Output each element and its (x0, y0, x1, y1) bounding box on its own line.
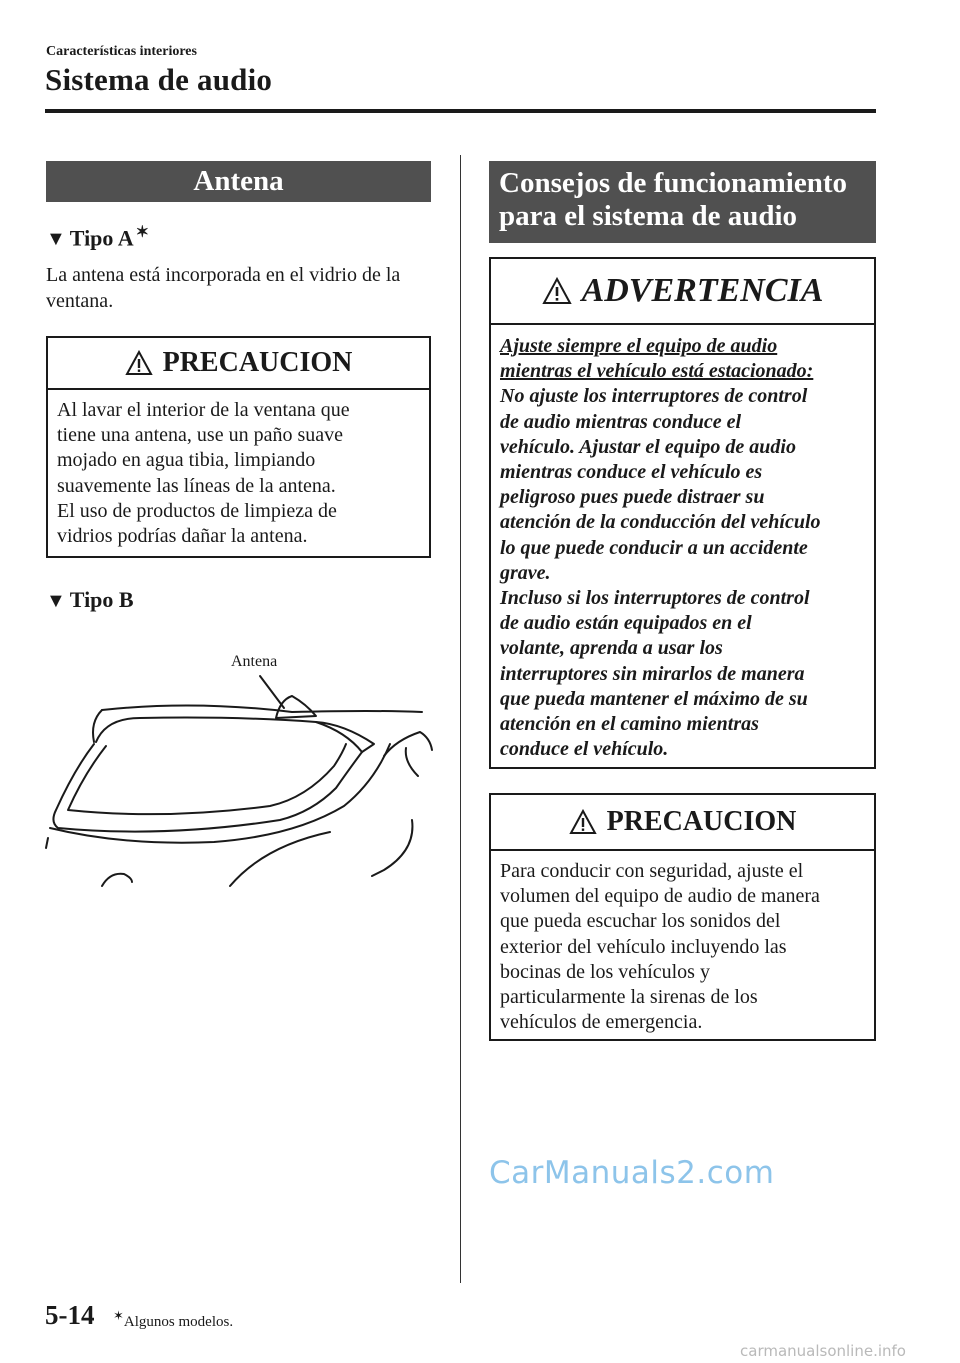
warning-underlined-line: Ajuste siempre el equipo de audio (500, 335, 778, 357)
page-title: Sistema de audio (45, 62, 273, 97)
page-number: 5-14 (45, 1300, 95, 1330)
warning-line: de audio están equipados en el (500, 612, 752, 635)
warning-triangle-icon (542, 277, 572, 305)
precaution-line: tiene una antena, use un paño suave (57, 424, 344, 447)
precaution-line: Para conducir con seguridad, ajuste el (500, 860, 804, 882)
warning-body (491, 325, 874, 770)
tips-heading-line: Consejos de funcionamiento (499, 167, 848, 199)
warning-triangle-icon (125, 350, 153, 376)
precaution-line: vehículos de emergencia. (500, 1011, 703, 1034)
warning-title: ADVERTENCIA (581, 272, 824, 309)
precaution-box-antena (46, 336, 431, 558)
precaution-line: suavemente las líneas de la antena. (57, 474, 336, 497)
precaution-line: vidrios podrías dañar la antena. (57, 525, 308, 548)
type-a-heading (46, 222, 149, 251)
precaution-line: mojado en agua tibia, limpiando (57, 449, 316, 472)
precaution-title: PRECAUCION (606, 806, 797, 837)
star-marker-icon: ✶ (135, 224, 150, 241)
precaution-box-audio (489, 793, 876, 1041)
warning-line: Incluso si los interruptores de control (500, 587, 810, 610)
precaution-title: PRECAUCION (162, 347, 353, 378)
warning-header (491, 259, 874, 325)
antena-heading: Antena (46, 161, 431, 202)
warning-underlined-line: mientras el vehículo está estacionado: (500, 360, 814, 383)
warning-line: volante, aprenda a usar los (500, 637, 723, 660)
watermark-carmanualsonline: carmanualsonline.info (740, 1342, 906, 1360)
warning-triangle-icon (569, 809, 597, 835)
rear-window-antenna-illustration (44, 670, 436, 895)
precaution-line: bocinas de los vehículos y (500, 960, 710, 983)
type-b-label: Tipo B (69, 587, 134, 612)
warning-line: conduce el vehículo. (500, 738, 669, 761)
warning-line: de audio mientras conduce el (500, 410, 742, 433)
warning-line: lo que puede conducir a un accidente (500, 536, 808, 559)
warning-box (489, 257, 876, 769)
warning-line: que pueda mantener el máximo de su (500, 687, 808, 710)
warning-line: mientras conduce el vehículo es (500, 461, 763, 484)
tips-heading (489, 161, 876, 243)
triangle-down-icon: ▼ (46, 228, 66, 251)
triangle-down-icon: ▼ (46, 590, 66, 612)
warning-line: No ajuste los interruptores de control (500, 385, 808, 408)
warning-line: grave. (500, 561, 551, 584)
section-label: Características interiores (46, 44, 197, 59)
star-marker-icon: ✶ (113, 1308, 124, 1323)
precaution-header (48, 338, 429, 390)
precaution-line: exterior del vehículo incluyendo las (500, 935, 787, 958)
warning-line: interruptores sin mirarlos de manera (500, 662, 805, 685)
precaution-line: El uso de productos de limpieza de (57, 499, 337, 522)
footnote-text: Algunos modelos. (123, 1314, 234, 1330)
type-b-heading (46, 587, 134, 613)
type-a-description: La antena está incorporada en el vidrio de la ventana. (46, 264, 401, 312)
warning-line: atención de la conducción del vehículo (500, 511, 821, 534)
column-divider (460, 155, 461, 1283)
precaution-header (491, 795, 874, 851)
watermark-carmanuals2: CarManuals2.com (489, 1155, 775, 1191)
footnote (113, 1308, 233, 1331)
precaution-body (491, 851, 874, 1043)
tips-heading-line: para el sistema de audio (499, 200, 798, 232)
precaution-line: volumen del equipo de audio de manera (500, 885, 820, 908)
warning-line: vehículo. Ajustar el equipo de audio (500, 435, 796, 458)
warning-line: peligroso pues puede distraer su (500, 486, 765, 509)
precaution-line: particularmente la sirenas de los (500, 986, 758, 1009)
precaution-line: que pueda escuchar los sonidos del (500, 910, 781, 933)
antenna-callout-label: Antena (231, 653, 278, 670)
precaution-line: Al lavar el interior de la ventana que (57, 399, 350, 421)
type-a-label: Tipo A (69, 225, 134, 251)
precaution-body (48, 390, 429, 557)
title-rule (45, 109, 876, 113)
warning-line: atención en el camino mientras (500, 713, 759, 736)
